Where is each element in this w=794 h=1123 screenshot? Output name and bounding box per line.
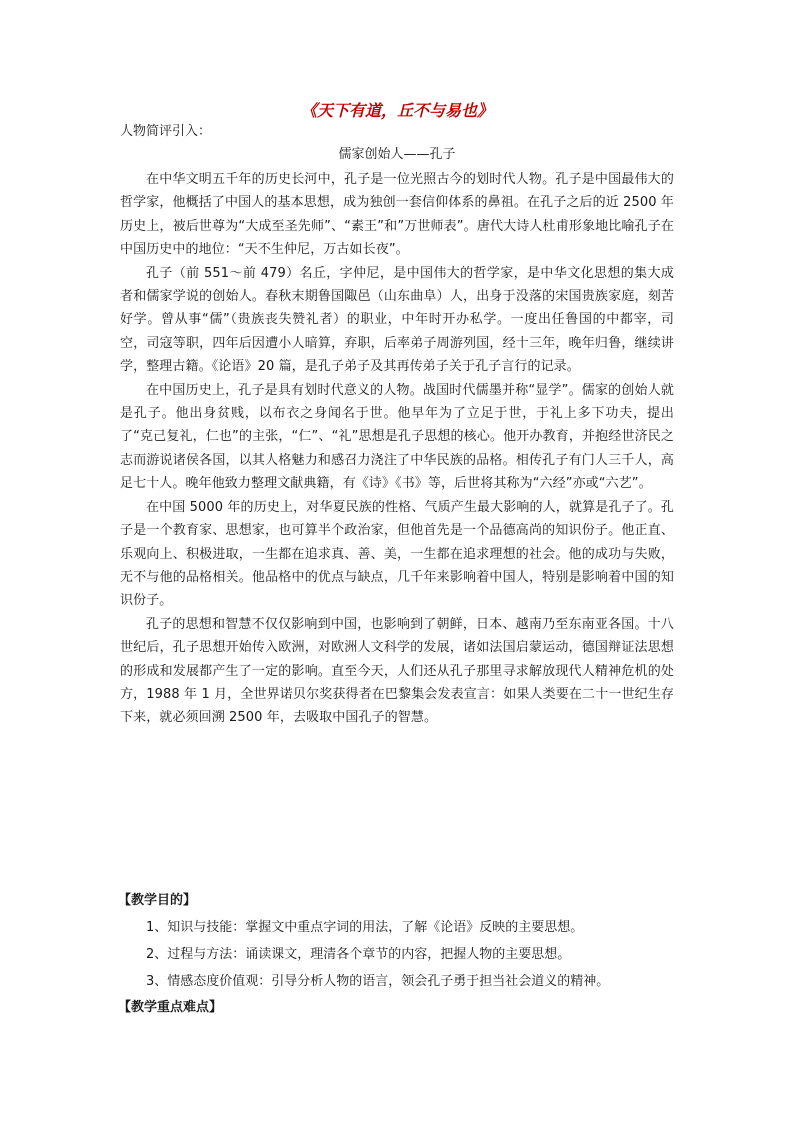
paragraph-5: 孔子的思想和智慧不仅仅影响到中国，也影响到了朝鲜，日本、越南乃至东南亚各国。十八世纪后，孔子思想开始传入欧洲，对欧洲人文科学的发展，诸如法国启蒙运动，德国辩证法思想的形成和发展都产生了一定的影响。直至今天，人们还从孔子那里寻求解放现代人精神危机的处方，1988 年 1 月，全世界诺贝尔奖获得者在巴黎集会发表宣言：如果人类要在二十一世纪生存下来，就必须回溯 2500 年，去吸取中国孔子的智慧。 <box>120 616 674 726</box>
objective-item-3: 3、情感态度价值观：引导分析人物的语言，领会孔子勇于担当社会道义的精神。 <box>146 974 610 989</box>
section-subtitle: 儒家创始人——孔子 <box>338 147 456 162</box>
paragraph-4: 在中国 5000 年的历史上，对华夏民族的性格、气质产生最大影响的人，就算是孔子了。孔子是一个教育家、思想家，也可算半个政治家，但他首先是一个品德高尚的知识份子。他正直、乐观向上、积极进取，一生都在追求真、善、美，一生都在追求理想的社会。他的成功与失败，无不与他的品格相关。他品格中的优点与缺点，几千年来影响着中国人，特别是影响着中国的知识份子。 <box>120 499 674 609</box>
paragraph-2: 孔子（前 551～前 479）名丘，字仲尼，是中国伟大的哲学家，是中华文化思想的集大成者和儒家学说的创始人。春秋末期鲁国陬邑（山东曲阜）人，出身于没落的宋国贵族家庭，刻苦好学。曾从事“儒”（贵族丧失赞礼者）的职业，中年时开办私学。一度出任鲁国的中都宰，司空，司寇等职，四年后因遭小人暗算，弃职，后率弟子周游列国，经十三年，晚年归鲁，继续讲学，整理古籍。《论语》20 篇，是孔子弟子及其再传弟子关于孔子言行的记录。 <box>120 265 674 375</box>
objective-item-1: 1、知识与技能：掌握文中重点字词的用法，了解《论语》反映的主要思想。 <box>146 920 584 935</box>
objectives-heading: 【教学目的】 <box>118 893 197 908</box>
paragraph-1: 在中华文明五千年的历史长河中，孔子是一位光照古今的划时代人物。孔子是中国最伟大的哲学家，他概括了中国人的基本思想，成为独创一套信仰体系的鼻祖。在孔子之后的近 2500 年历史上，被后世尊为“大成至圣先师”、“素王”和”万世师表”。唐代大诗人杜甫形象地比喻孔子在中国历史中的地位：“天不生仲尼，万古如长夜”。 <box>120 172 674 258</box>
key-points-heading: 【教学重点难点】 <box>118 1000 223 1015</box>
paragraph-3: 在中国历史上，孔子是具有划时代意义的人物。战国时代儒墨并称“显学”。儒家的创始人就是孔子。他出身贫贱，以布衣之身闻名于世。他早年为了立足于世，于礼上多下功夫，提出了“克己复礼，仁也”的主张，“仁”、“礼”思想是孔子思想的核心。他开办教育，并抱经世济民之志而游说诸侯各国，以其人格魅力和感召力浇注了中华民族的品格。相传孔子有门人三千人，高足七十人。晚年他致力整理文献典籍，有《诗》《书》等，后世将其称为“六经”亦或“六艺”。 <box>120 382 674 492</box>
objective-item-2: 2、过程与方法：诵读课文，理清各个章节的内容，把握人物的主要思想。 <box>146 947 571 962</box>
teaching-objectives-section <box>118 888 678 1021</box>
document-title: 《天下有道，丘不与易也》 <box>300 101 493 120</box>
intro-label: 人物简评引入： <box>120 124 212 139</box>
body-text <box>120 168 674 730</box>
